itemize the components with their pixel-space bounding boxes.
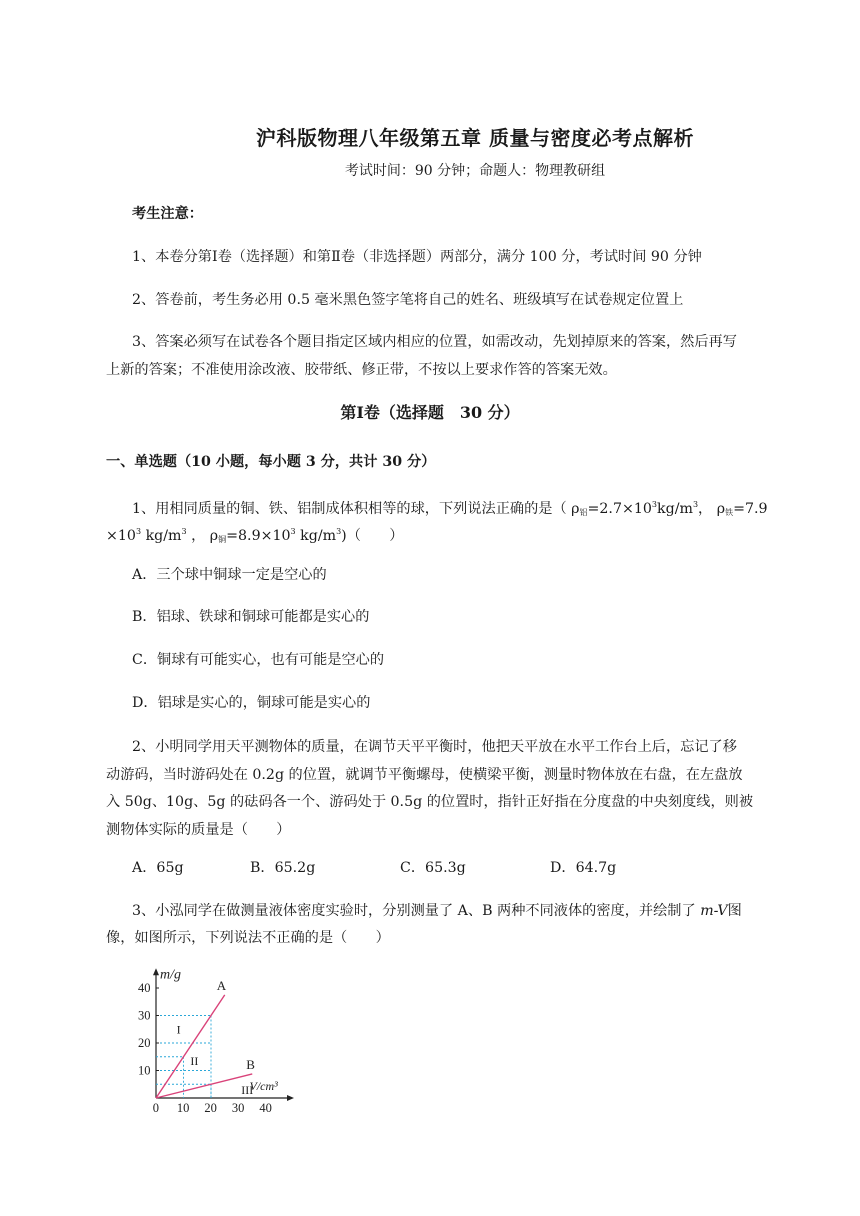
notice-item-3-cont: 上新的答案；不准使用涂改液、胶带纸、修正带，不按以上要求作答的答案无效。 (106, 362, 617, 378)
question-2-line-2: 动游码，当时游码处在 0.2g 的位置，就调节平衡螺母，使横梁平衡，测量时物体放在右盘，在左盘放 (106, 767, 743, 783)
q2-option-d[interactable]: D．64.7g (550, 860, 617, 876)
region-label-1: I (176, 1022, 181, 1037)
y-axis-arrow (153, 968, 159, 975)
q1-option-a[interactable]: A．三个球中铜球一定是空心的 (132, 567, 327, 583)
series-label-B: B (246, 1056, 255, 1072)
notice-heading: 考生注意： (132, 206, 203, 222)
q1-option-c[interactable]: C．铜球有可能实心，也有可能是空心的 (132, 652, 385, 668)
question-2-line-4: 测物体实际的质量是（ ） (106, 822, 291, 838)
y-tick-label: 20 (138, 1036, 151, 1050)
x-axis-label: V/cm³ (249, 1079, 278, 1093)
x-tick-label: 20 (204, 1101, 217, 1115)
notice-item-2: 2、答卷前，考生务必用 0.5 毫米黑色签字笔将自己的姓名、班级填写在试卷规定位置上 (132, 292, 684, 308)
y-tick-label: 30 (138, 1008, 151, 1023)
q2-option-b[interactable]: B．65.2g (250, 860, 316, 876)
region-label-2: II (190, 1054, 199, 1068)
q1-option-b[interactable]: B．铝球、铁球和铜球可能都是实心的 (132, 609, 370, 625)
x-tick-label: 10 (176, 1101, 190, 1115)
question-2-line-1: 2、小明同学用天平测物体的质量，在调节天平平衡时，他把天平放在水平工作台上后，忘记了移 (132, 739, 737, 755)
page-title: 沪科版物理八年级第五章 质量与密度必考点解析 (256, 126, 694, 150)
m-v-graph (120, 966, 300, 1116)
region-label-3: III (241, 1082, 254, 1097)
series-line-A (156, 995, 225, 1098)
q1-option-d[interactable]: D．铝球是实心的，铜球可能是实心的 (132, 695, 371, 711)
x-tick-label: 30 (231, 1101, 245, 1115)
series-label-A: A (216, 977, 227, 993)
question-1-line-2: $\times 10^3$ $kg/m^3$ ， $\rho_铜=8.9\times 10^3$ $kg/m^3$)（ ） (106, 527, 404, 544)
exam-info: 考试时间：90 分钟；命题人：物理教研组 (344, 163, 606, 179)
y-tick-label: 10 (138, 1063, 151, 1078)
notice-item-1: 1、本卷分第Ⅰ卷（选择题）和第Ⅱ卷（非选择题）两部分，满分 100 分，考试时间 90 分钟 (132, 249, 702, 265)
part-title: 一、单选题（10 小题，每小题 3 分，共计 30 分） (106, 454, 436, 470)
y-axis-label: m/g (160, 967, 181, 983)
question-2-line-3: 入 50g、10g、5g 的砝码各一个、游码处于 0.5g 的位置时，指针正好指在分度盘的中央刻度线，则被 (106, 794, 754, 810)
x-axis-arrow (287, 1095, 294, 1101)
question-3-line-2: 像，如图所示，下列说法不正确的是（ ） (106, 930, 390, 946)
question-3-line-1: 3、小泓同学在做测量液体密度实验时，分别测量了 A、B 两种不同液体的密度，并绘制了 m-V图 (132, 903, 742, 919)
notice-item-3: 3、答案必须写在试卷各个题目指定区域内相应的位置，如需改动，先划掉原来的答案，然后再写 (132, 334, 737, 350)
question-1-line-1: 1、用相同质量的铜、铁、铝制成体积相等的球，下列说法正确的是（ $\rho_铝=2.7\times 10^3kg/m^3$， $\rho_铁=7.9$ (132, 500, 768, 517)
section-title: 第Ⅰ卷（选择题 30 分） (340, 403, 520, 422)
q2-option-a[interactable]: A．65g (132, 860, 184, 876)
q2-option-c[interactable]: C．65.3g (400, 860, 466, 876)
y-tick-label: 40 (138, 981, 151, 995)
x-tick-label: 40 (259, 1101, 272, 1115)
x-tick-label: 0 (152, 1101, 159, 1115)
